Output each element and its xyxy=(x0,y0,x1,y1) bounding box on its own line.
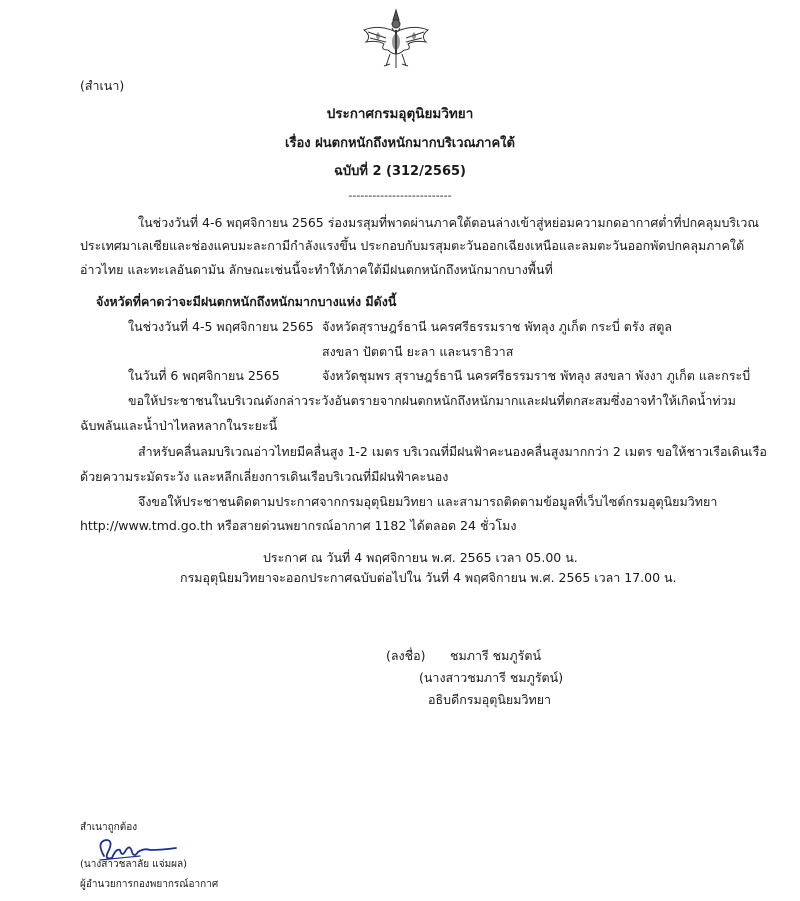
signatory-position: อธิบดีกรมอุตุนิยมวิทยา xyxy=(428,692,552,707)
subject-line: เรื่อง ฝนตกหนักถึงหนักมากบริเวณภาคใต้ xyxy=(285,136,515,151)
follow-line-1: จึงขอให้ประชาชนติดตามประกาศจากกรมอุตุนิยมวิทยา และสามารถติดตามข้อมูลที่เว็บไซต์กรมอุตุนิยมวิทยา xyxy=(138,494,718,509)
forecast-provinces-1-line-1: จังหวัดสุราษฎร์ธานี นครศรีธรรมราช พัทลุง ภูเก็ต กระบี่ ตรัง สตูล xyxy=(322,319,673,334)
follow-line-2: http://www.tmd.go.th หรือสายด่วนพยากรณ์อากาศ 1182 ได้ตลอด 24 ชั่วโมง xyxy=(80,518,517,533)
provinces-heading: จังหวัดที่คาดว่าจะมีฝนตกหนักถึงหนักมากบางแห่ง มีดังนี้ xyxy=(96,294,397,309)
signed-label: (ลงชื่อ) xyxy=(386,648,426,663)
certifier-name: (นางสาวชลาลัย แจ่มผล) xyxy=(80,859,188,870)
waves-line-1: สำหรับคลื่นลมบริเวณอ่าวไทยมีคลื่นสูง 1-2 เมตร บริเวณที่มีฝนฟ้าคะนองคลื่นสูงมากกว่า 2 เมตร ขอให้ชาวเรือเดินเรือ xyxy=(138,444,767,459)
forecast-date-2: ในวันที่ 6 พฤศจิกายน 2565 xyxy=(128,368,280,383)
paragraph-1-line-2: ประเทศมาเลเซียและช่องแคบมะละกามีกำลังแรงขึ้น ประกอบกับมรสุมตะวันออกเฉียงเหนือและลมตะวันออกพัดปกคลุมภาคใต้ xyxy=(80,238,745,253)
paragraph-1-line-1: ในช่วงวันที่ 4-6 พฤศจิกายน 2565 ร่องมรสุมที่พาดผ่านภาคใต้ตอนล่างเข้าสู่หย่อมความกดอากาศต่ำที่ปกคลุมบริเวณ xyxy=(138,215,759,230)
paragraph-1-line-3: อ่าวไทย และทะเลอันดามัน ลักษณะเช่นนี้จะทำให้ภาคใต้มีฝนตกหนักถึงหนักมากบางพื้นที่ xyxy=(80,262,553,277)
garuda-emblem-icon xyxy=(358,6,434,72)
announcement-time: ประกาศ ณ วันที่ 4 พฤศจิกายน พ.ศ. 2565 เวลา 05.00 น. xyxy=(263,550,578,565)
copy-mark: (สำเนา) xyxy=(80,78,125,93)
waves-line-2: ด้วยความระมัดระวัง และหลีกเลี่ยงการเดินเรือบริเวณที่มีฝนฟ้าคะนอง xyxy=(80,469,449,484)
issue-number: ฉบับที่ 2 (312/2565) xyxy=(334,164,466,179)
separator: -------------------------- xyxy=(348,189,452,202)
next-issue-notice: กรมอุตุนิยมวิทยาจะออกประกาศฉบับต่อไปใน วันที่ 4 พฤศจิกายน พ.ศ. 2565 เวลา 17.00 น. xyxy=(180,570,677,585)
forecast-provinces-2-line-1: จังหวัดชุมพร สุราษฎร์ธานี นครศรีธรรมราช พัทลุง สงขลา พังงา ภูเก็ต และกระบี่ xyxy=(322,368,751,383)
certified-copy-label: สำเนาถูกต้อง xyxy=(80,822,138,833)
warning-line-2: ฉับพลันและน้ำป่าไหลหลากในระยะนี้ xyxy=(80,418,278,433)
signed-name: ชมภารี ชมภูรัตน์ xyxy=(450,648,542,663)
forecast-date-1: ในช่วงวันที่ 4-5 พฤศจิกายน 2565 xyxy=(128,319,314,334)
certifier-position: ผู้อำนวยการกองพยากรณ์อากาศ xyxy=(80,879,219,890)
signatory-full-name: (นางสาวชมภารี ชมภูรัตน์) xyxy=(419,670,564,685)
forecast-provinces-1-line-2: สงขลา ปัตตานี ยะลา และนราธิวาส xyxy=(322,344,514,359)
warning-line-1: ขอให้ประชาชนในบริเวณดังกล่าวระวังอันตรายจากฝนตกหนักถึงหนักมากและฝนที่ตกสะสมซึ่งอาจทำให้เกิดน้ำท่วม xyxy=(128,393,736,408)
page-title: ประกาศกรมอุตุนิยมวิทยา xyxy=(326,106,474,122)
